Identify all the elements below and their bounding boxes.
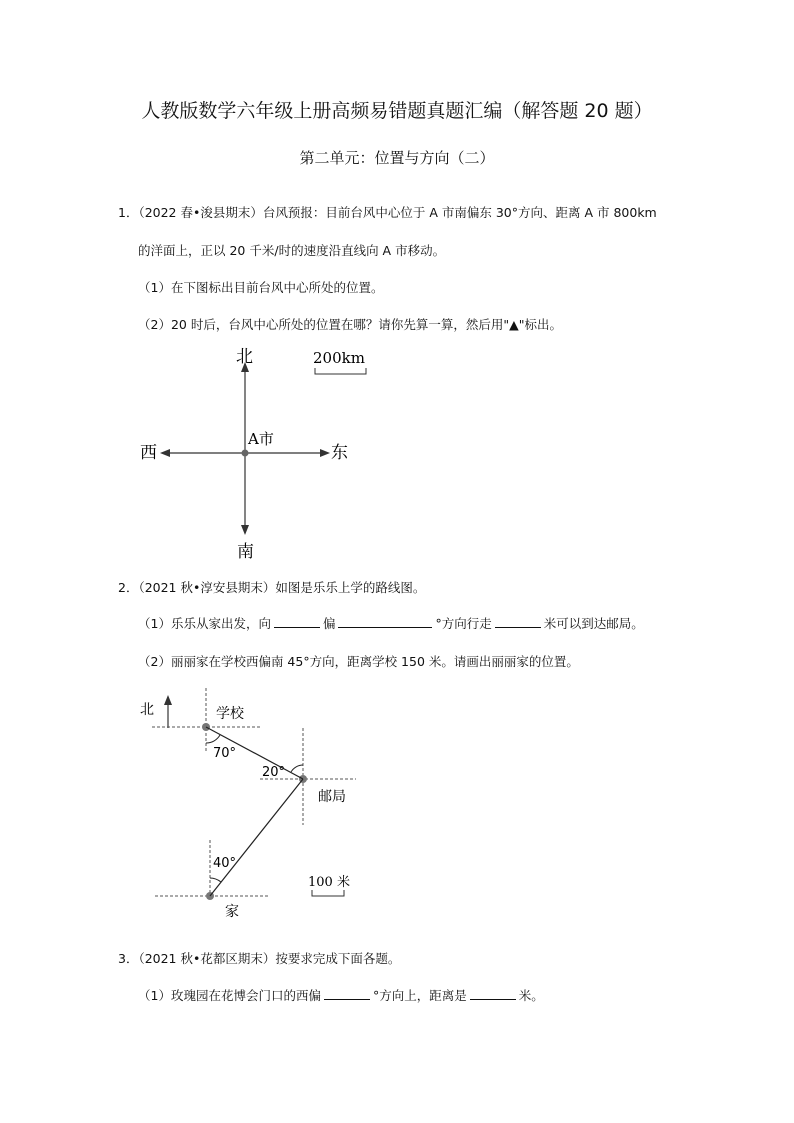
city-a-point <box>242 450 249 457</box>
answer-blank-direction[interactable] <box>274 615 320 628</box>
page-title: 人教版数学六年级上册高频易错题真题汇编（解答题 20 题） <box>141 100 653 122</box>
q2-sub1-text-d: 米可以到达邮局。 <box>543 616 644 631</box>
q2-route-figure <box>130 680 370 920</box>
q1-sub1: （1）在下图标出目前台风中心所处的位置。 <box>138 280 384 295</box>
east-label: 东 <box>331 443 348 463</box>
answer-blank-angle[interactable] <box>338 615 432 628</box>
home-label: 家 <box>225 904 239 920</box>
q2-sub1-text-a: （1）乐乐从家出发，向 <box>138 616 271 631</box>
q2-sub1-text-b: 偏 <box>322 616 336 631</box>
q2-sub1 <box>138 614 644 632</box>
angle-label-40: 40° <box>213 856 237 871</box>
q2-sub2: （2）丽丽家在学校西偏南 45°方向，距离学校 150 米。请画出丽丽家的位置。 <box>138 654 579 669</box>
north-arrowhead <box>164 695 172 705</box>
q3-sub1-text-c: 米。 <box>518 988 544 1003</box>
section-subtitle: 第二单元：位置与方向（二） <box>299 149 495 167</box>
home-post-route <box>210 779 303 896</box>
q1-sub2: （2）20 时后，台风中心所处的位置在哪？请你先算一算，然后用"▲"标出。 <box>138 317 562 332</box>
q3-stem: 3．（2021 秋•花都区期末）按要求完成下面各题。 <box>118 951 401 966</box>
south-arrowhead <box>241 525 249 535</box>
q2-sub1-text-c: °方向行走 <box>435 616 492 631</box>
city-a-label: A市 <box>248 430 274 448</box>
angle-arc-40 <box>210 878 221 882</box>
south-label: 南 <box>237 542 254 562</box>
answer-blank-distance[interactable] <box>495 615 541 628</box>
angle-label-20: 20° <box>262 765 286 780</box>
scale-label: 200km <box>313 349 365 367</box>
north-label: 北 <box>236 347 253 367</box>
q1-compass-figure <box>130 340 370 565</box>
post-office-label: 邮局 <box>318 789 346 805</box>
scale-label: 100 米 <box>308 875 350 890</box>
q3-sub1 <box>138 986 544 1004</box>
answer-blank-distance[interactable] <box>470 987 516 1000</box>
q1-stem-line2: 的洋面上，正以 20 千米/时的速度沿直线向 A 市移动。 <box>138 243 446 258</box>
scale-bar <box>315 368 366 374</box>
angle-label-70: 70° <box>213 746 237 761</box>
north-label: 北 <box>140 702 154 718</box>
west-label: 西 <box>140 443 157 463</box>
west-arrowhead <box>160 449 170 457</box>
school-label: 学校 <box>216 706 244 722</box>
answer-blank-angle[interactable] <box>324 987 370 1000</box>
scale-bar <box>312 890 344 896</box>
angle-arc-70 <box>206 735 220 743</box>
angle-arc-20 <box>291 765 303 772</box>
q1-stem-line1: 1．（2022 春•浚县期末）台风预报：目前台风中心位于 A 市南偏东 30°方向、距离 A 市 800km <box>118 205 657 220</box>
east-arrowhead <box>320 449 330 457</box>
q3-sub1-text-b: °方向上，距离是 <box>372 988 467 1003</box>
q2-stem: 2．（2021 秋•淳安县期末）如图是乐乐上学的路线图。 <box>118 580 426 595</box>
q3-sub1-text-a: （1）玫瑰园在花博会门口的西偏 <box>138 988 321 1003</box>
